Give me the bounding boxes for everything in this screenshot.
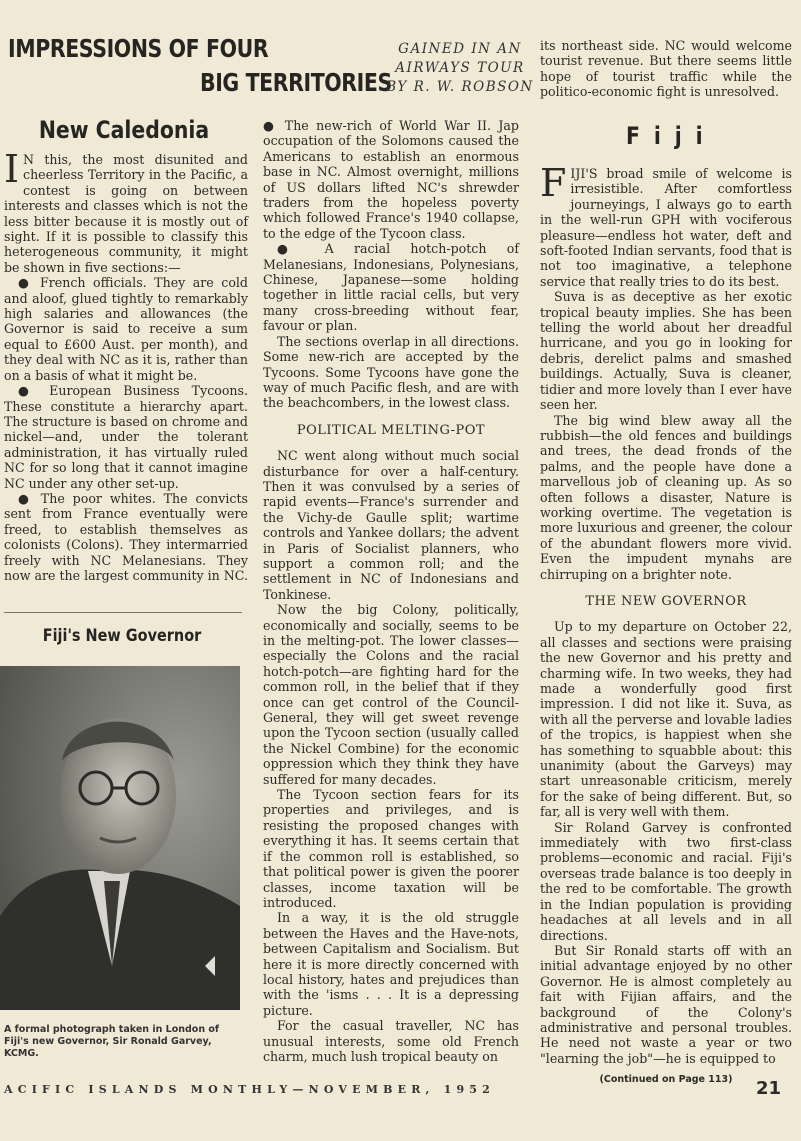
headline-line-1: IMPRESSIONS OF FOUR bbox=[8, 34, 269, 63]
dropcap-i: I bbox=[4, 147, 20, 191]
melting-pot-paragraph-4: In a way, it is the old struggle between the Haves and the Have-nots, between Capitalism and Socialism. But here it is more directly concerned with local history, hates and prejudices than with the 'isms . . . It is a depressing picture. bbox=[263, 910, 519, 1018]
right-column-top bbox=[540, 38, 792, 100]
governor-photo bbox=[0, 666, 240, 1010]
nc-section-1: ● French officials. They are cold and aloof, glued tightly to remarkably high salaries and allowances (the Governor is said to receive a sum equal to £600 Aust. per month), and they deal with NC as it is, rather than on a basis of what it might be. bbox=[4, 275, 248, 383]
middle-column bbox=[263, 118, 519, 1064]
melting-pot-paragraph-1: NC went along without much social disturbance for over a half-century. Then it was convulsed by a series of rapid events—France's surrender and the Vichy-de Gaulle split; wartime controls and Yankee dollars; the advent in Paris of Socialist planners, who support a common roll; and the settlement in NC of Indonesians and Tonkinese. bbox=[263, 448, 519, 602]
new-caledonia-title: New Caledonia bbox=[38, 116, 210, 144]
fijis-governor-title: Fiji's New Governor bbox=[42, 626, 202, 646]
page-number: 21 bbox=[756, 1078, 782, 1099]
byline-line-1: GAINED IN AN bbox=[398, 41, 522, 57]
byline-line-2: AIRWAYS TOUR bbox=[395, 60, 525, 76]
nc-section-3: ● The poor whites. The convicts sent from France eventually were freed, to establish themselves as colonists (Colons). They intermarried freely with NC Melanesians. They now are the largest community in NC. bbox=[4, 490, 248, 583]
column-divider bbox=[4, 612, 242, 613]
melting-pot-paragraph-3: The Tycoon section fears for its properties and privileges, and is resisting the proposed changes with everything it has. It seems certain that if the common roll is established, so that political power is given the poorer classes, income taxation will be introduced. bbox=[263, 787, 519, 910]
political-melting-pot-subhead: POLITICAL MELTING-POT bbox=[296, 422, 486, 438]
new-governor-subhead: THE NEW GOVERNOR bbox=[585, 593, 747, 609]
fiji-intro: IJI'S broad smile of welcome is irresistible. After comfortless journeyings, I always go to earth in the well-run GPH with vociferous pleasure—endless hot water, deft and soft-footed Indian servants, food that is not too imaginative, a telephone service that really tries to do its best. bbox=[540, 166, 792, 289]
dropcap-f: F bbox=[540, 161, 567, 205]
melting-pot-paragraph-5: For the casual traveller, NC has unusual interests, some old French charm, much lush tropical beauty on bbox=[263, 1018, 519, 1064]
nc-section-2: ● European Business Tycoons. These constitute a hierarchy apart. The structure is based on chrome and nickel—and, under the tolerant administration, it has virtually ruled NC for so long that it cannot imagine NC under any other set-up. bbox=[4, 383, 248, 491]
nc-section-4: ● The new-rich of World War II. Jap occupation of the Solomons caused the Americans to establish an enormous base in NC. Almost overnight, millions of US dollars lifted NC's shrewder traders from the hopeless poverty which followed France's 1940 collapse, to the edge of the Tycoon class. bbox=[263, 118, 519, 241]
fiji-paragraph-2: Suva is as deceptive as her exotic tropical beauty implies. She has been telling the world about her dreadful hurricane, and you go in looking for debris, derelict palms and smashed buildings. Actually, Suva is cleaner, tidier and more lovely than I ever have seen her. bbox=[540, 289, 792, 413]
headline-line-2: BIG TERRITORIES bbox=[200, 68, 392, 97]
governor-paragraph-3: But Sir Ronald starts off with an initial advantage enjoyed by no other Governor. He is almost completely au fait with Fijian affairs, and the background of the Colony's administrative and personal troubles. He need not waste a year or two "learning the job"—he is equipped to bbox=[540, 942, 792, 1066]
nc-intro: N this, the most disunited and cheerless Territory in the Pacific, a contest is going on between interests and classes which is not the less bitter because it is mostly out of sight. If it is possible to classify this heterogeneous community, it might be shown in five sections:— bbox=[4, 152, 248, 275]
nc-closing-paragraph: its northeast side. NC would welcome tourist revenue. But there seems little hope of tourist traffic while the politico-economic fight is unresolved. bbox=[540, 38, 792, 100]
nc-section-5: ● A racial hotch-potch of Melanesians, Indonesians, Polynesians, Chinese, Japanese—some holding together in little racial cells, but very many cross-breeding without fear, favour or plan. bbox=[263, 241, 519, 334]
right-column bbox=[540, 161, 792, 1088]
new-caledonia-body bbox=[4, 147, 248, 583]
photo-caption: A formal photograph taken in London of Fiji's new Governor, Sir Ronald Garvey, KCMG. bbox=[4, 1024, 220, 1059]
melting-pot-paragraph-2: Now the big Colony, politically, economically and socially, seems to be in the melting-pot. The lower classes—especially the Colons and the racial hotch-potch—are fighting hard for the common roll, in the belief that if they once can get control of the Council-General, they will get sweet revenge upon the Tycoon section (usually called the Nickel Combine) for the economic oppression which they think they have suffered for many decades. bbox=[263, 602, 519, 787]
nc-overlap-paragraph: The sections overlap in all directions. Some new-rich are accepted by the Tycoons. Some Tycoons have gone the way of much Pacific flesh, and are with the beachcombers, in the lowest class. bbox=[263, 333, 519, 411]
governor-paragraph-2: Sir Roland Garvey is confronted immediately with two first-class problems—economic and racial. Fiji's overseas trade balance is too deeply in the red to be comfortable. The growth in the Indian population is providing headaches at all levels and in all directions. bbox=[540, 819, 792, 943]
byline-line-3: BY R. W. ROBSON bbox=[386, 79, 534, 95]
continued-note: (Continued on Page 113) bbox=[599, 1074, 733, 1086]
footer-publication: ACIFIC ISLANDS MONTHLY—NOVEMBER, 1952 bbox=[4, 1083, 496, 1096]
byline bbox=[386, 40, 534, 97]
governor-paragraph-1: Up to my departure on October 22, all classes and sections were praising the new Governor and his pretty and charming wife. In two weeks, they had made a wonderfully good first impression. I did not like it. Suva, as with all the perverse and lovable ladies of the tropics, is happiest when she has something to squabble about: this unanimity (about the Garveys) may start unreasonable criticism, merely for the sake of being different. But, so far, all is very well with them. bbox=[540, 619, 792, 820]
fiji-title: F i j i bbox=[625, 122, 707, 150]
fiji-paragraph-3: The big wind blew away all the rubbish—the old fences and buildings and trees, the dead fronds of the palms, and the people have done a marvellous job of cleaning up. As so often follows a disaster, Nature is working overtime. The vegetation is more luxurious and greener, the colour of the abundant flowers more vivid. Even the impudent mynahs are chirruping on a brighter note. bbox=[540, 412, 792, 582]
